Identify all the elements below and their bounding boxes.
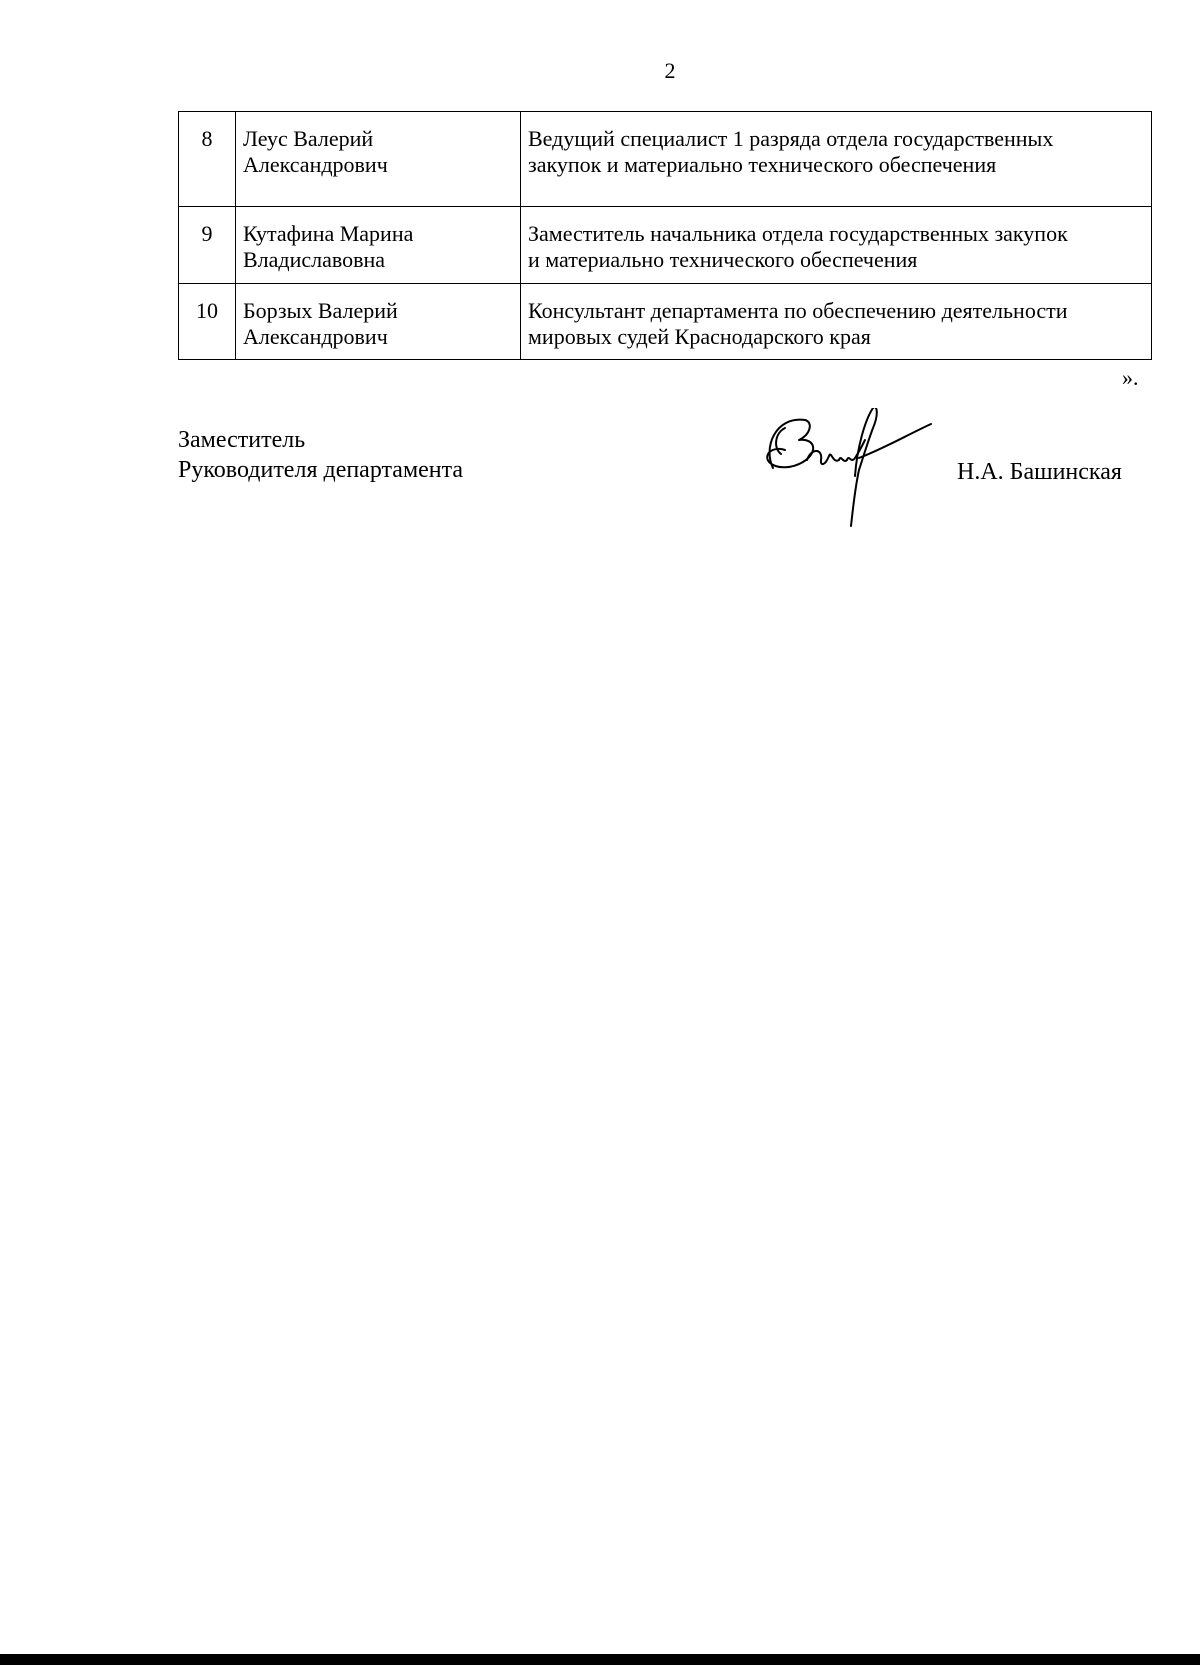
employee-name-line: Борзых Валерий: [243, 298, 398, 323]
signer-title-line: Заместитель: [178, 427, 306, 453]
employee-name-line: Кутафина Марина: [243, 221, 414, 246]
page-number: 2: [664, 58, 676, 83]
signer-title-line: Руководителя департамента: [178, 457, 464, 483]
signer-title: [178, 425, 463, 485]
employee-position: [521, 284, 1152, 360]
employee-position: [521, 207, 1152, 284]
employee-position-line: Ведущий специалист 1 разряда отдела государственных: [528, 126, 1054, 151]
employee-name: [236, 207, 521, 284]
employee-position-line: Консультант департамента по обеспечению деятельности: [528, 298, 1068, 323]
employee-name-line: Александрович: [243, 324, 388, 349]
table-row: [179, 284, 1152, 360]
signer-name: Н.А. Башинская: [957, 459, 1122, 485]
employee-name: [236, 284, 521, 360]
row-number: 10: [179, 284, 236, 360]
scan-edge-bar: [0, 1654, 1200, 1665]
signature-icon: [755, 408, 955, 528]
employee-name-line: Владиславовна: [243, 247, 386, 272]
table-row: [179, 207, 1152, 284]
row-number: 9: [179, 207, 236, 284]
employee-name: [236, 112, 521, 207]
table-row: [179, 112, 1152, 207]
employee-name-line: Александрович: [243, 152, 388, 177]
employee-position-line: закупок и материально технического обеспечения: [528, 152, 997, 177]
employee-name-line: Леус Валерий: [243, 126, 374, 151]
employee-position-line: Заместитель начальника отдела государственных закупок: [528, 221, 1068, 246]
closing-quote: ».: [1122, 365, 1139, 390]
employee-position-line: мировых судей Краснодарского края: [528, 324, 871, 349]
row-number: 8: [179, 112, 236, 207]
staff-table: [178, 111, 1152, 360]
employee-position: [521, 112, 1152, 207]
employee-position-line: и материально технического обеспечения: [528, 247, 918, 272]
